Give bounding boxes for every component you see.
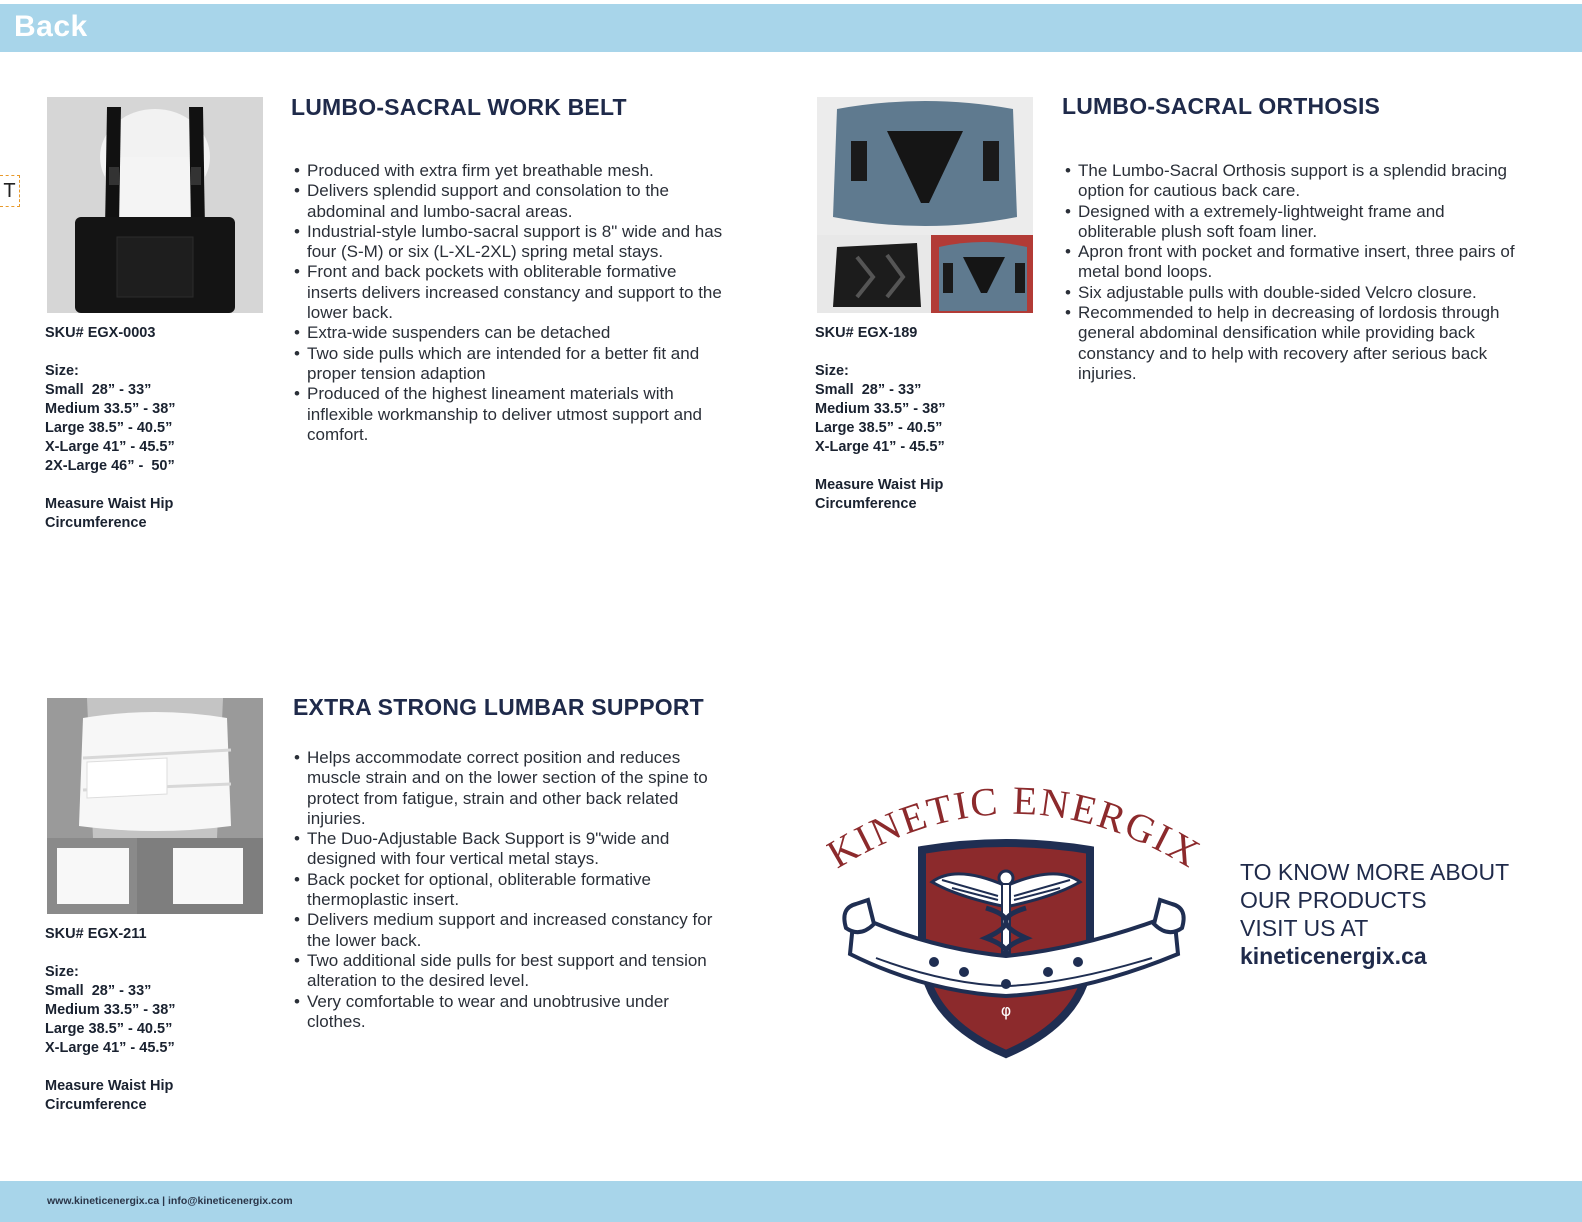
footer-bar: [0, 1181, 1582, 1222]
feature-item: • Produced of the highest lineament materials with inflexible workmanship to deliver utmost support and comfort.: [291, 384, 731, 445]
feature-item: • Produced with extra firm yet breathable mesh.: [291, 161, 731, 181]
size-row: X-Large 41” - 45.5”: [815, 439, 945, 455]
size-row: Large 38.5” - 40.5”: [45, 420, 173, 436]
product-spec-lumbar-support: [45, 925, 176, 1115]
side-tab-marker[interactable]: T: [0, 175, 20, 207]
size-row: X-Large 41” - 45.5”: [45, 439, 175, 455]
sku: SKU# EGX-211: [45, 926, 147, 942]
feature-item: • Back pocket for optional, obliterable formative thermoplastic insert.: [291, 870, 731, 911]
feature-item: • Recommended to help in decreasing of lordosis through general abdominal densification while providing back constancy and to help with recovery after serious back injuries.: [1062, 303, 1524, 384]
product-spec-orthosis: [815, 324, 946, 514]
feature-list-work-belt: [291, 161, 731, 445]
product-photo-work-belt: [47, 97, 263, 313]
product-title-orthosis: LUMBO-SACRAL ORTHOSIS: [1062, 93, 1381, 119]
feature-list-lumbar-support: [291, 748, 731, 1032]
feature-item: • The Duo-Adjustable Back Support is 9"wide and designed with four vertical metal stays.: [291, 829, 731, 870]
sku: SKU# EGX-189: [815, 325, 918, 341]
cta-line: TO KNOW MORE ABOUT: [1240, 859, 1510, 885]
feature-item: • Delivers splendid support and consolation to the abdominal and lumbo-sacral areas.: [291, 181, 731, 222]
product-photo-orthosis: [817, 97, 1033, 313]
measure-note: Measure Waist Hip: [815, 477, 944, 493]
size-label: Size:: [45, 363, 79, 379]
website-link[interactable]: kineticenergix.ca: [1240, 943, 1427, 969]
measure-note: Measure Waist Hip: [45, 1078, 174, 1094]
size-row: 2X-Large 46” - 50”: [45, 458, 175, 474]
measure-note: Measure Waist Hip: [45, 496, 174, 512]
header-bar: [0, 4, 1582, 52]
cta-line: VISIT US AT: [1240, 915, 1369, 941]
feature-item: • Helps accommodate correct position and reduces muscle strain and on the lower section of the spine to protect from fatigue, strain and other back related injuries.: [291, 748, 731, 829]
feature-item: • Two additional side pulls for best support and tension alteration to the desired level.: [291, 951, 731, 992]
feature-item: • Very comfortable to wear and unobtrusive under clothes.: [291, 992, 731, 1033]
feature-item: • Delivers medium support and increased constancy for the lower back.: [291, 910, 731, 951]
feature-item: • Extra-wide suspenders can be detached: [291, 323, 731, 343]
product-title-work-belt: LUMBO-SACRAL WORK BELT: [291, 94, 627, 120]
product-photo-lumbar-support: [47, 698, 263, 914]
call-to-action: [1240, 858, 1509, 970]
footer-contact[interactable]: www.kineticenergix.ca | info@kineticenergix.com: [47, 1195, 293, 1207]
size-row: Medium 33.5” - 38”: [815, 401, 946, 417]
measure-note: Circumference: [815, 496, 917, 512]
size-row: Large 38.5” - 40.5”: [815, 420, 943, 436]
feature-item: • Industrial-style lumbo-sacral support is 8" wide and has four (S-M) or six (L-XL-2XL) spring metal stays.: [291, 222, 731, 263]
size-row: Large 38.5” - 40.5”: [45, 1021, 173, 1037]
brand-logo: [826, 778, 1202, 1068]
size-row: X-Large 41” - 45.5”: [45, 1040, 175, 1056]
svg-text:φ: φ: [1000, 1001, 1012, 1020]
feature-item: • Two side pulls which are intended for a better fit and proper tension adaption: [291, 344, 731, 385]
feature-item: • Apron front with pocket and formative insert, three pairs of metal bond loops.: [1062, 242, 1524, 283]
sku: SKU# EGX-0003: [45, 325, 156, 341]
product-spec-work-belt: [45, 324, 176, 533]
size-row: Small 28” - 33”: [45, 983, 152, 999]
feature-item: • The Lumbo-Sacral Orthosis support is a splendid bracing option for cautious back care.: [1062, 161, 1524, 202]
feature-item: • Six adjustable pulls with double-sided Velcro closure.: [1062, 283, 1524, 303]
measure-note: Circumference: [45, 515, 147, 531]
size-label: Size:: [45, 964, 79, 980]
size-label: Size:: [815, 363, 849, 379]
product-title-lumbar-support: EXTRA STRONG LUMBAR SUPPORT: [293, 694, 704, 720]
size-row: Medium 33.5” - 38”: [45, 1002, 176, 1018]
logo-brand-text: INETIC ENERGI: [847, 778, 1181, 862]
page-title: Back: [14, 10, 88, 43]
size-row: Small 28” - 33”: [45, 382, 152, 398]
size-row: Medium 33.5” - 38”: [45, 401, 176, 417]
size-row: Small 28” - 33”: [815, 382, 922, 398]
feature-item: • Designed with a extremely-lightweight frame and obliterable plush soft foam liner.: [1062, 202, 1524, 243]
feature-item: • Front and back pockets with obliterable formative inserts delivers increased constancy and support to the lower back.: [291, 262, 731, 323]
cta-line: OUR PRODUCTS: [1240, 887, 1427, 913]
measure-note: Circumference: [45, 1097, 147, 1113]
feature-list-orthosis: [1062, 161, 1524, 384]
